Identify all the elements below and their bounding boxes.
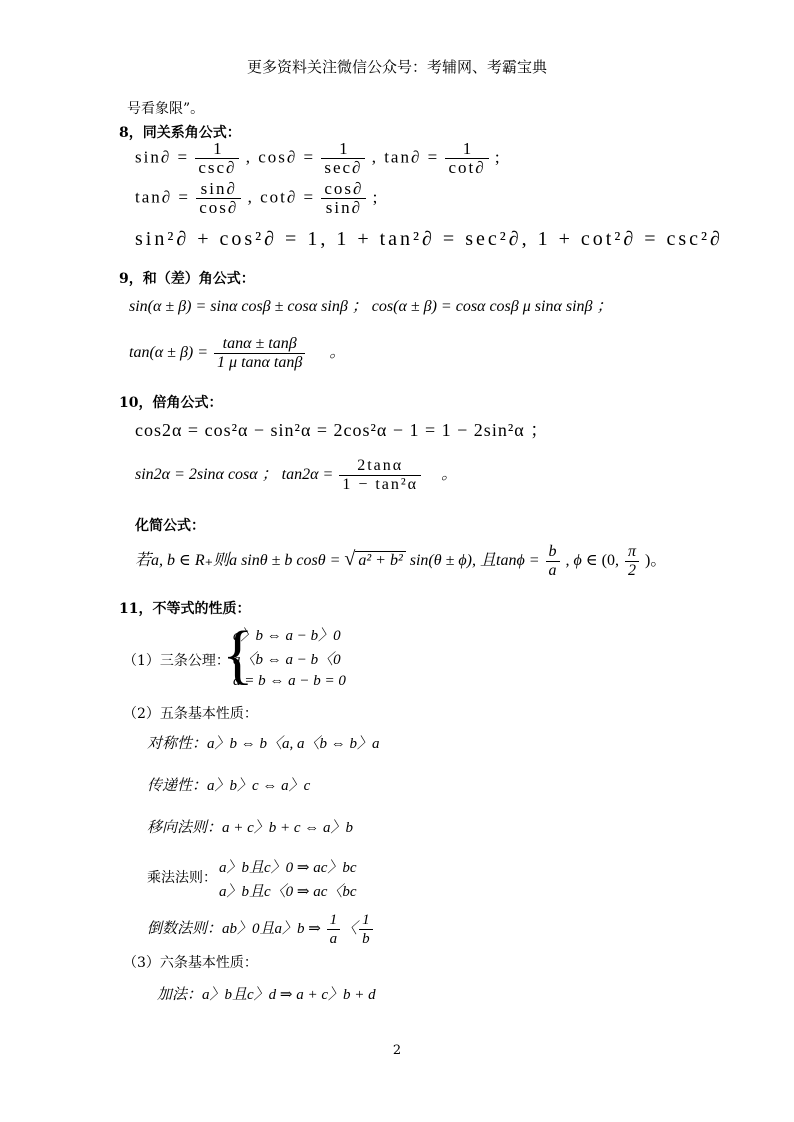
six-properties-title: （3）六条基本性质：	[123, 955, 258, 971]
property-multiplication-negative: a〉b且c〈0 ⇒ ac〈bc	[219, 884, 357, 900]
formula-double-angle-sin-tan: sin2α = 2sinα cosα ； tan2α = $\frac{2\tan\alpha}{\text{1 − tan²α}}$ 。	[135, 457, 458, 493]
formula-sum-difference-tan: tan(α ± β) = $\frac{\tan\alpha \pm \tan\beta}{\text{1 μ tanα tanβ}}$ 。	[129, 335, 346, 371]
property-transitivity: 传递性：a〉b〉c ⇔ a〉c	[147, 778, 311, 794]
property-symmetry: 对称性：a〉b ⇔ b〈a, a〈b ⇔ b〉a	[147, 736, 380, 752]
page-number: 2	[392, 1043, 402, 1058]
axioms-brace: {	[222, 618, 254, 691]
axiom-equal: a = b ⇔ a − b = 0	[233, 673, 346, 689]
formula-pythagorean-identities: sin²∂ + cos²∂ = 1, 1 + tan²∂ = sec²∂, 1 + cot²∂ = csc²∂	[135, 228, 723, 250]
formula-sum-difference-sin-cos: sin(α ± β) = sinα cosβ ± cosα sinβ ； cos(α ± β) = cosα cosβ μ sinα sinβ ；	[129, 298, 613, 315]
continued-text: 号看象限”。	[127, 101, 205, 117]
five-properties-title: （2）五条基本性质：	[123, 706, 258, 722]
property-multiplication-label: 乘法法则：	[147, 870, 217, 886]
section-9-title: 9，和（差）角公式：	[119, 271, 255, 287]
formula-auxiliary-angle: 若a, b ∈ R₊则a sinθ ± b cosθ = √ a² + b² sin(θ ± ϕ), 且tanϕ = $\frac{b}{a}$ , ϕ ∈ (0, $\frac{\pi}{2}$ )。	[135, 543, 667, 579]
property-shift-rule: 移向法则：a + c〉b + c ⇔ a〉b	[147, 820, 354, 836]
section-11-title: 11，不等式的性质：	[119, 601, 251, 617]
formula-double-angle-cos: cos2α = cos²α − sin²α = 2cos²α − 1 = 1 − 2sin²α ；	[135, 420, 550, 440]
axioms-label: （1）三条公理：	[123, 653, 230, 669]
axiom-less: a〈b ⇔ a − b〈0	[233, 652, 341, 668]
property-addition: 加法：a〉b且c〉d ⇒ a + c〉b + d	[157, 987, 376, 1003]
simplification-title: 化简公式：	[135, 518, 205, 534]
page-header: 更多资料关注微信公众号：考辅网、考霸宝典	[246, 58, 547, 76]
property-multiplication-positive: a〉b且c〉0 ⇒ ac〉bc	[219, 860, 357, 876]
formula-reciprocal-identities: sin∂ = $\frac{1}{\csc\partial}$ , cos∂ = $\frac{1}{\sec\partial}$ , tan∂ = $\frac{1}{\cot\partial}$ ;	[135, 139, 500, 177]
axiom-greater: a〉b ⇔ a − b〉0	[233, 628, 341, 644]
formula-quotient-identities: tan∂ = $\frac{\sin\partial}{\cos\partial}$ , cot∂ = $\frac{\cos\partial}{\sin\partial}$ ;	[135, 179, 378, 217]
property-reciprocal: 倒数法则：ab〉0且a〉b ⇒ $\frac{1}{a}$ 〈 $\frac{1}{b}$	[147, 911, 375, 948]
section-8-title: 8，同关系角公式：	[119, 125, 241, 141]
section-10-title: 10，倍角公式：	[119, 395, 223, 411]
